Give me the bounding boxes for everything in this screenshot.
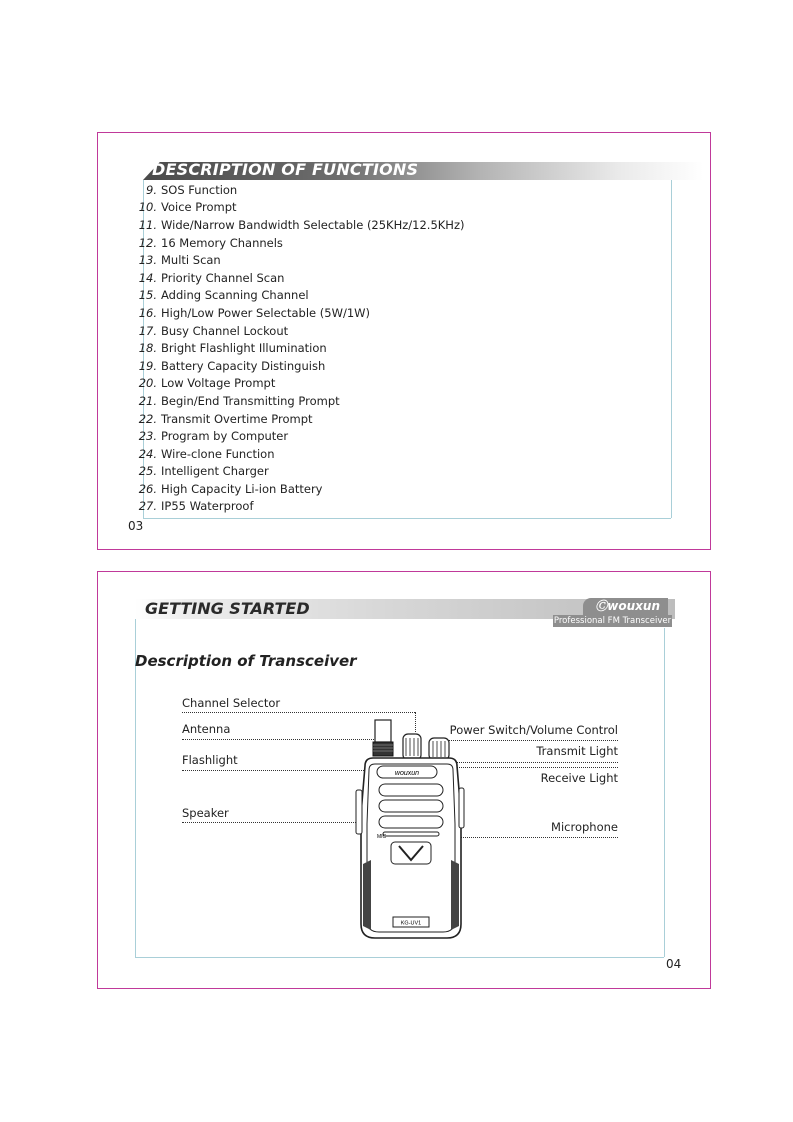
functions-list	[127, 181, 464, 515]
inner-border-bottom	[143, 518, 671, 519]
mic-label: MIC	[377, 834, 387, 840]
channel-knob-graphic	[403, 734, 421, 760]
function-text: Program by Computer	[161, 429, 289, 444]
function-number: 20.	[138, 376, 157, 391]
v-emblem-graphic	[391, 842, 431, 864]
function-item	[127, 445, 464, 463]
function-number: 17.	[138, 323, 157, 338]
function-item	[127, 251, 464, 269]
function-text: Bright Flashlight Illumination	[161, 341, 327, 356]
function-item	[127, 357, 464, 375]
function-number: 13.	[138, 253, 157, 268]
callout-antenna: Antenna	[182, 722, 231, 736]
callout-power-switch: Power Switch/Volume Control	[449, 723, 618, 737]
function-text: Low Voltage Prompt	[161, 376, 276, 391]
volume-knob-graphic	[429, 738, 449, 760]
inner-border-right	[671, 180, 672, 518]
function-number: 12.	[138, 235, 157, 250]
function-item	[127, 463, 464, 481]
function-text: SOS Function	[161, 182, 238, 197]
function-item	[127, 410, 464, 428]
function-item	[127, 287, 464, 305]
function-number: 21.	[138, 393, 157, 408]
function-number: 15.	[138, 288, 157, 303]
function-text: Voice Prompt	[161, 200, 237, 215]
leader-flashlight	[182, 770, 378, 771]
leader-channel-selector	[182, 712, 415, 713]
antenna-graphic	[373, 720, 393, 756]
function-item	[127, 269, 464, 287]
function-number: 25.	[138, 464, 157, 479]
section-subtitle: Description of Transceiver	[135, 652, 357, 670]
function-number: 23.	[138, 429, 157, 444]
speaker-grille-graphic	[379, 784, 443, 836]
callout-flashlight: Flashlight	[182, 753, 238, 767]
function-item	[127, 234, 464, 252]
callout-transmit-light: Transmit Light	[536, 744, 618, 758]
function-number: 11.	[138, 217, 157, 232]
function-text: Begin/End Transmitting Prompt	[161, 393, 340, 408]
function-text: 16 Memory Channels	[161, 235, 283, 250]
function-number: 10.	[138, 200, 157, 215]
function-item	[127, 339, 464, 357]
function-item	[127, 375, 464, 393]
page-number-04: 04	[666, 957, 682, 971]
function-text: Adding Scanning Channel	[161, 288, 309, 303]
function-number: 27.	[138, 499, 157, 514]
functions-banner-title: DESCRIPTION OF FUNCTIONS	[152, 160, 419, 179]
function-number: 18.	[138, 341, 157, 356]
page-number-03: 03	[128, 519, 144, 533]
callout-speaker: Speaker	[182, 806, 229, 820]
function-number: 9.	[146, 182, 157, 197]
function-item	[127, 216, 464, 234]
model-label-text: KG-UV1	[400, 920, 422, 927]
function-text: Intelligent Charger	[161, 464, 269, 479]
brand-logo-text: wouxun	[607, 599, 660, 613]
callout-receive-light: Receive Light	[540, 771, 618, 785]
function-number: 26.	[138, 481, 157, 496]
getting-started-banner-title: GETTING STARTED	[145, 599, 310, 618]
function-text: Transmit Overtime Prompt	[161, 411, 313, 426]
front-logo-text: wouxun	[394, 770, 420, 777]
front-logo-plate	[377, 766, 437, 778]
function-text: Wide/Narrow Bandwidth Selectable (25KHz/12.5KHz)	[161, 217, 465, 232]
function-text: High/Low Power Selectable (5W/1W)	[161, 305, 371, 320]
function-item	[127, 199, 464, 217]
brand-logo-mark: Ⓒ	[595, 599, 608, 613]
brand-tagline: Professional FM Transceiver	[553, 616, 672, 626]
function-text: Busy Channel Lockout	[161, 323, 289, 338]
function-text: Wire-clone Function	[161, 446, 275, 461]
function-item	[127, 392, 464, 410]
leader-speaker	[182, 822, 382, 823]
function-number: 16.	[138, 305, 157, 320]
function-number: 24.	[138, 446, 157, 461]
function-item	[127, 480, 464, 498]
function-item	[127, 304, 464, 322]
inner-border-right-2	[664, 628, 665, 957]
function-text: Priority Channel Scan	[161, 270, 285, 285]
function-number: 22.	[138, 411, 157, 426]
function-item	[127, 322, 464, 340]
function-text: High Capacity Li-ion Battery	[161, 481, 323, 496]
function-number: 19.	[138, 358, 157, 373]
function-item	[127, 498, 464, 516]
radio-illustration	[355, 714, 467, 940]
function-text: IP55 Waterproof	[161, 499, 254, 514]
function-text: Battery Capacity Distinguish	[161, 358, 326, 373]
function-item	[127, 181, 464, 199]
brand-badge	[553, 598, 672, 628]
callout-microphone: Microphone	[551, 820, 618, 834]
function-number: 14.	[138, 270, 157, 285]
callout-channel-selector: Channel Selector	[182, 696, 281, 710]
function-text: Multi Scan	[161, 253, 221, 268]
leader-antenna	[182, 739, 382, 740]
inner-border-bottom-2	[135, 957, 664, 958]
brand-logo	[583, 598, 668, 615]
function-item	[127, 427, 464, 445]
model-label-plate	[393, 917, 429, 927]
